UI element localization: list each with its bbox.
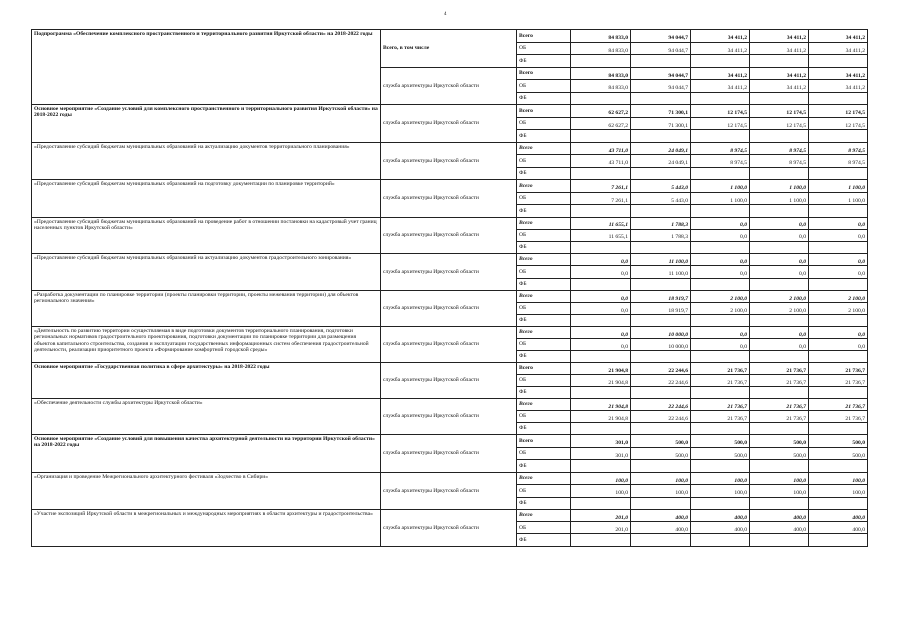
amount-cell: 400,0 <box>750 510 809 522</box>
funding-source: ОБ <box>517 229 571 241</box>
amount-cell: 62 627,2 <box>571 117 631 130</box>
amount-cell: 8 974,5 <box>691 142 750 155</box>
amount-cell: 500,0 <box>809 447 868 460</box>
funding-source: ОБ <box>517 266 571 279</box>
funding-source: ОБ <box>517 303 571 315</box>
executor-cell: служба архитектуры Иркутской области <box>381 253 517 291</box>
amount-cell: 1 100,0 <box>691 192 750 205</box>
row-description: Основное мероприятие «Создание условий для повышения качества архитектурной деятельности на территории Иркутской области» на 2018-2022 годы <box>32 435 381 473</box>
amount-cell: 0,0 <box>809 327 868 339</box>
amount-cell: 400,0 <box>809 522 868 534</box>
page-number: 4 <box>444 12 447 17</box>
funding-source: ФБ <box>517 205 571 218</box>
funding-source: Всего <box>517 472 571 485</box>
amount-cell: 34 411,2 <box>809 30 868 43</box>
executor-cell: служба архитектуры Иркутской области <box>381 105 517 143</box>
amount-cell <box>750 241 809 253</box>
table-row <box>32 253 868 266</box>
amount-cell: 500,0 <box>691 447 750 460</box>
amount-cell <box>631 315 691 327</box>
amount-cell: 34 411,2 <box>691 30 750 43</box>
funding-source: ФБ <box>517 423 571 435</box>
funding-source: Всего <box>517 327 571 339</box>
amount-cell: 21 736,7 <box>750 363 809 375</box>
funding-source: ФБ <box>517 55 571 68</box>
amount-cell: 21 904,8 <box>571 399 631 411</box>
amount-cell: 100,0 <box>631 472 691 485</box>
amount-cell <box>631 497 691 510</box>
amount-cell <box>691 534 750 546</box>
executor-cell: служба архитектуры Иркутской области <box>381 399 517 435</box>
amount-cell <box>691 278 750 291</box>
amount-cell: 34 411,2 <box>809 42 868 55</box>
amount-cell: 22 244,6 <box>631 375 691 387</box>
executor-cell: служба архитектуры Иркутской области <box>381 472 517 510</box>
amount-cell: 12 174,5 <box>809 105 868 118</box>
amount-cell: 18 919,7 <box>631 303 691 315</box>
row-description: «Предоставление субсидий бюджетам муниципальных образований на подготовку документации по планировке территорий» <box>32 180 381 218</box>
amount-cell: 0,0 <box>750 253 809 266</box>
executor-cell: служба архитектуры Иркутской области <box>381 142 517 180</box>
amount-cell <box>631 278 691 291</box>
executor-cell: служба архитектуры Иркутской области <box>381 180 517 218</box>
amount-cell: 0,0 <box>809 217 868 229</box>
amount-cell: 0,0 <box>571 266 631 279</box>
amount-cell: 1 788,3 <box>631 217 691 229</box>
amount-cell: 94 044,7 <box>631 30 691 43</box>
funding-source: ФБ <box>517 351 571 363</box>
funding-source: ОБ <box>517 411 571 423</box>
funding-source: ОБ <box>517 485 571 498</box>
amount-cell: 0,0 <box>809 253 868 266</box>
amount-cell: 100,0 <box>571 485 631 498</box>
amount-cell: 1 100,0 <box>750 180 809 193</box>
amount-cell <box>571 241 631 253</box>
funding-source: ФБ <box>517 278 571 291</box>
funding-source: Всего <box>517 435 571 448</box>
funding-source: ФБ <box>517 497 571 510</box>
amount-cell <box>571 497 631 510</box>
amount-cell: 400,0 <box>691 522 750 534</box>
amount-cell: 43 711,0 <box>571 142 631 155</box>
amount-cell: 8 974,5 <box>750 155 809 168</box>
amount-cell <box>691 351 750 363</box>
amount-cell: 84 833,0 <box>571 80 631 93</box>
executor-cell: служба архитектуры Иркутской области <box>381 67 517 105</box>
funding-source: Всего <box>517 399 571 411</box>
table-row <box>32 217 868 229</box>
amount-cell <box>691 55 750 68</box>
amount-cell: 12 174,5 <box>809 117 868 130</box>
amount-cell <box>571 205 631 218</box>
amount-cell: 0,0 <box>691 339 750 351</box>
amount-cell <box>809 423 868 435</box>
amount-cell: 301,0 <box>571 447 631 460</box>
funding-source: Всего <box>517 142 571 155</box>
executor-cell: служба архитектуры Иркутской области <box>381 435 517 473</box>
amount-cell <box>691 387 750 399</box>
amount-cell: 11 655,1 <box>571 229 631 241</box>
executor-cell: Всего, в том числе <box>381 30 517 68</box>
amount-cell <box>809 241 868 253</box>
amount-cell: 400,0 <box>750 522 809 534</box>
amount-cell: 11 100,0 <box>631 266 691 279</box>
amount-cell: 2 100,0 <box>809 303 868 315</box>
amount-cell: 10 000,0 <box>631 339 691 351</box>
amount-cell: 94 044,7 <box>631 80 691 93</box>
amount-cell <box>809 460 868 473</box>
executor-cell: служба архитектуры Иркутской области <box>381 363 517 399</box>
amount-cell: 1 100,0 <box>691 180 750 193</box>
amount-cell: 21 736,7 <box>750 411 809 423</box>
funding-source: ОБ <box>517 447 571 460</box>
amount-cell: 500,0 <box>631 447 691 460</box>
amount-cell: 24 049,1 <box>631 155 691 168</box>
amount-cell: 0,0 <box>750 327 809 339</box>
amount-cell <box>571 130 631 143</box>
amount-cell: 0,0 <box>571 303 631 315</box>
budget-table <box>31 29 868 547</box>
amount-cell <box>750 315 809 327</box>
funding-source: ОБ <box>517 522 571 534</box>
funding-source: Всего <box>517 67 571 80</box>
amount-cell: 0,0 <box>809 229 868 241</box>
amount-cell <box>571 387 631 399</box>
amount-cell <box>691 92 750 105</box>
table-row <box>32 399 868 411</box>
funding-source: ОБ <box>517 339 571 351</box>
amount-cell <box>809 497 868 510</box>
amount-cell <box>631 351 691 363</box>
amount-cell <box>809 351 868 363</box>
amount-cell: 100,0 <box>809 472 868 485</box>
amount-cell: 7 261,1 <box>571 192 631 205</box>
amount-cell <box>571 92 631 105</box>
amount-cell: 100,0 <box>631 485 691 498</box>
amount-cell: 21 736,7 <box>750 399 809 411</box>
amount-cell <box>571 315 631 327</box>
amount-cell: 0,0 <box>571 253 631 266</box>
amount-cell: 8 974,5 <box>691 155 750 168</box>
amount-cell <box>631 205 691 218</box>
amount-cell: 0,0 <box>691 229 750 241</box>
amount-cell: 400,0 <box>809 510 868 522</box>
amount-cell: 34 411,2 <box>809 67 868 80</box>
amount-cell: 500,0 <box>809 435 868 448</box>
amount-cell <box>571 55 631 68</box>
amount-cell: 100,0 <box>691 472 750 485</box>
amount-cell <box>631 460 691 473</box>
amount-cell <box>809 167 868 180</box>
amount-cell <box>631 423 691 435</box>
funding-source: ФБ <box>517 92 571 105</box>
amount-cell: 0,0 <box>750 217 809 229</box>
amount-cell: 21 904,8 <box>571 411 631 423</box>
amount-cell <box>809 534 868 546</box>
amount-cell <box>750 351 809 363</box>
amount-cell <box>809 278 868 291</box>
amount-cell: 71 300,1 <box>631 117 691 130</box>
row-description: «Предоставление субсидий бюджетам муниципальных образований на актуализацию документов территориального планирования» <box>32 142 381 180</box>
amount-cell: 10 000,0 <box>631 327 691 339</box>
amount-cell: 34 411,2 <box>691 80 750 93</box>
amount-cell: 21 736,7 <box>691 399 750 411</box>
amount-cell <box>809 92 868 105</box>
amount-cell: 22 244,6 <box>631 399 691 411</box>
executor-cell: служба архитектуры Иркутской области <box>381 217 517 253</box>
row-description: Подпрограмма «Обеспечение комплексного пространственного и территориального развития Иркутской области» на 2018-2022 годы <box>32 30 381 105</box>
funding-source: Всего <box>517 30 571 43</box>
amount-cell: 43 711,0 <box>571 155 631 168</box>
amount-cell <box>750 387 809 399</box>
amount-cell: 34 411,2 <box>750 80 809 93</box>
amount-cell: 1 100,0 <box>750 192 809 205</box>
funding-source: ОБ <box>517 80 571 93</box>
amount-cell <box>631 130 691 143</box>
amount-cell: 21 736,7 <box>691 363 750 375</box>
amount-cell <box>631 534 691 546</box>
amount-cell: 34 411,2 <box>750 67 809 80</box>
amount-cell: 21 736,7 <box>809 375 868 387</box>
funding-source: ОБ <box>517 42 571 55</box>
amount-cell: 500,0 <box>691 435 750 448</box>
row-description: «Предоставление субсидий бюджетам муниципальных образований на проведение работ в отношении постановки на кадастровый учет границ населенных пунктов Иркутской области» <box>32 217 381 253</box>
row-description: «Предоставление субсидий бюджетам муниципальных образований на актуализацию документов градостроительного зонирования» <box>32 253 381 291</box>
amount-cell: 34 411,2 <box>691 67 750 80</box>
amount-cell: 84 833,0 <box>571 67 631 80</box>
amount-cell <box>691 241 750 253</box>
amount-cell: 0,0 <box>571 291 631 303</box>
table-row <box>32 180 868 193</box>
amount-cell <box>809 55 868 68</box>
table-row <box>32 435 868 448</box>
table-row <box>32 105 868 118</box>
table-row <box>32 327 868 339</box>
amount-cell <box>809 387 868 399</box>
amount-cell <box>571 167 631 180</box>
amount-cell: 94 044,7 <box>631 42 691 55</box>
amount-cell: 84 833,0 <box>571 42 631 55</box>
amount-cell: 500,0 <box>631 435 691 448</box>
amount-cell: 100,0 <box>691 485 750 498</box>
amount-cell <box>750 55 809 68</box>
row-description: «Участие экспозиций Иркутской области в межрегиональных и международных мероприятиях в области архитектуры и градостроительства» <box>32 510 381 547</box>
amount-cell: 400,0 <box>631 522 691 534</box>
table-row <box>32 472 868 485</box>
table-row <box>32 363 868 375</box>
amount-cell <box>691 423 750 435</box>
funding-source: ФБ <box>517 167 571 180</box>
amount-cell <box>750 460 809 473</box>
amount-cell: 5 443,0 <box>631 192 691 205</box>
amount-cell: 34 411,2 <box>750 42 809 55</box>
amount-cell <box>750 278 809 291</box>
amount-cell: 1 788,3 <box>631 229 691 241</box>
amount-cell: 0,0 <box>691 266 750 279</box>
amount-cell: 1 100,0 <box>809 192 868 205</box>
row-description: «Деятельность по развитию территории осуществляемая в виде подготовки документов территориального планирования, подготовки региональных нормативов градостроительного проектирования, подготовки документации по планировке территории для размещения объектов капитального строительства, создания и эксплуатации государственных информационных систем обеспечения градостроительной деятельности, реализации приоритетного проекта «Формирование комфортной городской среды» <box>32 327 381 363</box>
amount-cell: 12 174,5 <box>691 117 750 130</box>
amount-cell: 24 049,1 <box>631 142 691 155</box>
amount-cell: 12 174,5 <box>750 105 809 118</box>
amount-cell: 21 736,7 <box>809 411 868 423</box>
amount-cell: 84 833,0 <box>571 30 631 43</box>
amount-cell: 21 904,8 <box>571 375 631 387</box>
table-row <box>32 510 868 522</box>
amount-cell: 0,0 <box>750 266 809 279</box>
amount-cell: 22 244,6 <box>631 363 691 375</box>
amount-cell: 7 261,1 <box>571 180 631 193</box>
amount-cell: 0,0 <box>691 327 750 339</box>
amount-cell: 12 174,5 <box>750 117 809 130</box>
amount-cell: 8 974,5 <box>809 155 868 168</box>
amount-cell: 0,0 <box>571 327 631 339</box>
funding-source: ФБ <box>517 387 571 399</box>
table-row <box>32 30 868 43</box>
amount-cell <box>571 423 631 435</box>
funding-source: Всего <box>517 510 571 522</box>
row-description: «Организация и проведение Межрегионального архитектурного фестиваля «Зодчество в Сибири» <box>32 472 381 510</box>
amount-cell <box>631 241 691 253</box>
amount-cell: 0,0 <box>750 339 809 351</box>
funding-source: ФБ <box>517 460 571 473</box>
amount-cell <box>631 387 691 399</box>
amount-cell <box>691 130 750 143</box>
funding-source: ФБ <box>517 241 571 253</box>
amount-cell: 34 411,2 <box>691 42 750 55</box>
executor-cell: служба архитектуры Иркутской области <box>381 327 517 363</box>
amount-cell <box>750 130 809 143</box>
amount-cell: 8 974,5 <box>809 142 868 155</box>
amount-cell <box>691 460 750 473</box>
amount-cell: 100,0 <box>750 485 809 498</box>
amount-cell <box>809 205 868 218</box>
amount-cell: 100,0 <box>750 472 809 485</box>
amount-cell <box>631 167 691 180</box>
amount-cell: 11 100,0 <box>631 253 691 266</box>
amount-cell: 100,0 <box>809 485 868 498</box>
amount-cell <box>691 497 750 510</box>
amount-cell: 201,0 <box>571 522 631 534</box>
row-description: Основное мероприятие «Создание условий для комплексного пространственного и территориального развития Иркутской области» на 2018-2022 годы <box>32 105 381 143</box>
amount-cell: 5 443,0 <box>631 180 691 193</box>
amount-cell <box>750 423 809 435</box>
funding-source: Всего <box>517 217 571 229</box>
amount-cell: 94 044,7 <box>631 67 691 80</box>
amount-cell: 0,0 <box>809 339 868 351</box>
amount-cell <box>631 55 691 68</box>
amount-cell <box>571 278 631 291</box>
amount-cell: 34 411,2 <box>809 80 868 93</box>
amount-cell <box>750 497 809 510</box>
executor-cell: служба архитектуры Иркутской области <box>381 510 517 547</box>
amount-cell: 21 904,8 <box>571 363 631 375</box>
row-description: «Обеспечение деятельности службы архитектуры Иркутской области» <box>32 399 381 435</box>
funding-source: ФБ <box>517 130 571 143</box>
amount-cell <box>750 92 809 105</box>
funding-source: Всего <box>517 105 571 118</box>
funding-source: ФБ <box>517 534 571 546</box>
amount-cell: 400,0 <box>691 510 750 522</box>
amount-cell: 100,0 <box>571 472 631 485</box>
amount-cell: 8 974,5 <box>750 142 809 155</box>
amount-cell: 21 736,7 <box>809 399 868 411</box>
amount-cell: 34 411,2 <box>750 30 809 43</box>
funding-source: ОБ <box>517 192 571 205</box>
amount-cell: 0,0 <box>691 217 750 229</box>
amount-cell <box>691 167 750 180</box>
amount-cell: 2 100,0 <box>691 303 750 315</box>
row-description: Основное мероприятие «Государственная политика в сфере архитектуры» на 2018-2022 годы <box>32 363 381 399</box>
amount-cell <box>809 315 868 327</box>
amount-cell: 62 627,2 <box>571 105 631 118</box>
amount-cell: 21 736,7 <box>750 375 809 387</box>
amount-cell: 11 655,1 <box>571 217 631 229</box>
funding-source: ФБ <box>517 315 571 327</box>
amount-cell <box>809 130 868 143</box>
amount-cell: 21 736,7 <box>809 363 868 375</box>
amount-cell: 22 244,6 <box>631 411 691 423</box>
amount-cell: 0,0 <box>750 229 809 241</box>
funding-source: Всего <box>517 253 571 266</box>
executor-cell: служба архитектуры Иркутской области <box>381 291 517 327</box>
table-row <box>32 142 868 155</box>
amount-cell: 18 919,7 <box>631 291 691 303</box>
funding-source: ОБ <box>517 375 571 387</box>
amount-cell: 1 100,0 <box>809 180 868 193</box>
table-row <box>32 291 868 303</box>
amount-cell: 12 174,5 <box>691 105 750 118</box>
amount-cell: 21 736,7 <box>691 375 750 387</box>
funding-source: Всего <box>517 363 571 375</box>
amount-cell: 400,0 <box>631 510 691 522</box>
amount-cell: 2 100,0 <box>809 291 868 303</box>
amount-cell: 500,0 <box>750 435 809 448</box>
amount-cell: 301,0 <box>571 435 631 448</box>
amount-cell <box>750 205 809 218</box>
row-description: «Разработка документации по планировке территории (проекты планировки территории, проекты межевания территории) для объектов регионального значения» <box>32 291 381 327</box>
amount-cell: 0,0 <box>809 266 868 279</box>
amount-cell <box>631 92 691 105</box>
amount-cell: 21 736,7 <box>691 411 750 423</box>
amount-cell <box>750 167 809 180</box>
amount-cell: 2 100,0 <box>750 291 809 303</box>
funding-source: ОБ <box>517 155 571 168</box>
amount-cell: 71 300,1 <box>631 105 691 118</box>
amount-cell <box>571 351 631 363</box>
amount-cell <box>691 315 750 327</box>
amount-cell <box>750 534 809 546</box>
amount-cell <box>571 460 631 473</box>
amount-cell <box>571 534 631 546</box>
amount-cell: 500,0 <box>750 447 809 460</box>
amount-cell: 2 100,0 <box>750 303 809 315</box>
amount-cell: 0,0 <box>571 339 631 351</box>
funding-source: ОБ <box>517 117 571 130</box>
amount-cell: 2 100,0 <box>691 291 750 303</box>
funding-source: Всего <box>517 180 571 193</box>
amount-cell: 0,0 <box>691 253 750 266</box>
amount-cell: 201,0 <box>571 510 631 522</box>
funding-source: Всего <box>517 291 571 303</box>
amount-cell <box>691 205 750 218</box>
